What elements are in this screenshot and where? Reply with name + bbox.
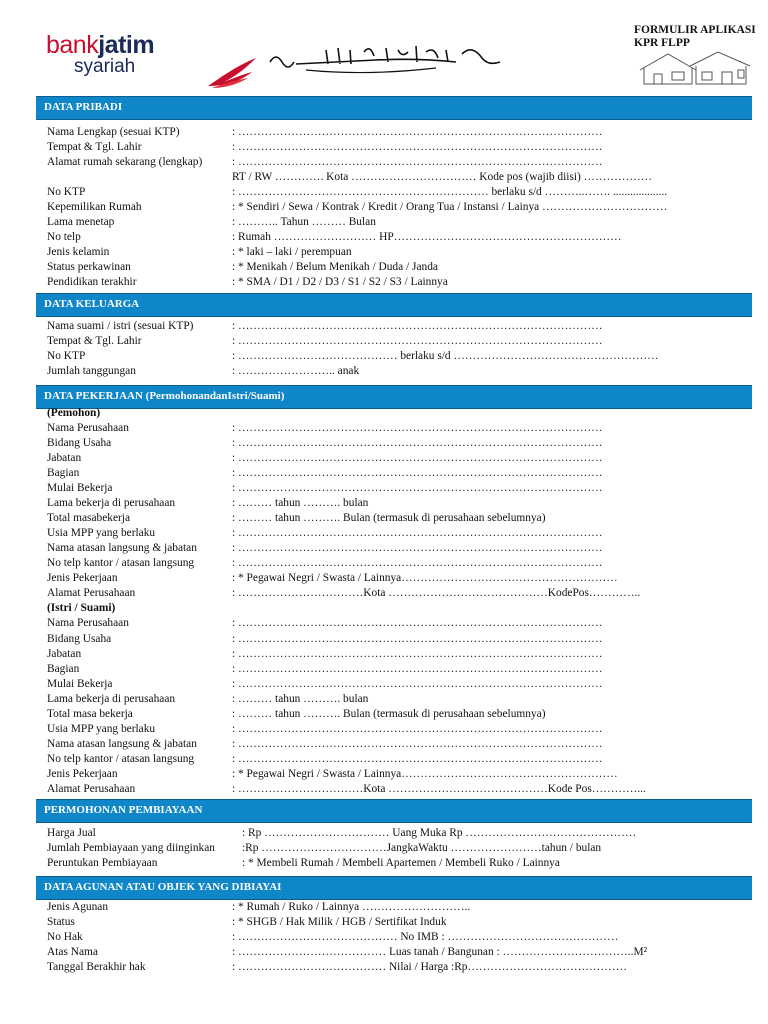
form-row	[47, 930, 747, 945]
field-blank[interactable]: : Rumah ……………………… HP……………………………………………………	[232, 231, 622, 243]
basmalah-calligraphy	[266, 40, 506, 80]
form-row	[47, 722, 747, 737]
section-permohonan-pembiayaan	[36, 799, 752, 823]
field-blank[interactable]: : ……………………………………………………………………………………	[232, 141, 603, 153]
field-blank[interactable]: : …………………………………… berlaku s/d ………………………………………………	[232, 350, 659, 362]
field-blank[interactable]: : ………………………………………………………… berlaku s/d ………..……. ...................	[232, 186, 668, 198]
field-blank[interactable]: : * Pegawai Negri / Swasta / Lainnya…………………………………………………	[232, 572, 618, 584]
field-label: Lama menetap	[47, 216, 115, 228]
form-row	[47, 677, 747, 692]
field-label: Mulai Bekerja	[47, 678, 113, 690]
form-row	[47, 541, 747, 556]
form-row	[47, 125, 747, 140]
field-label: Lama bekerja di perusahaan	[47, 497, 176, 509]
form-row	[47, 185, 747, 200]
field-label: Nama atasan langsung & jabatan	[47, 738, 197, 750]
form-row	[47, 230, 747, 245]
field-label: Pendidikan terakhir	[47, 276, 137, 288]
form-row	[47, 451, 747, 466]
form-row	[47, 170, 747, 185]
wing-icon	[206, 56, 258, 92]
field-blank[interactable]: : ………………………………… Nilai / Harga :Rp……………………………………	[232, 961, 627, 973]
field-blank[interactable]: : ……………………………………………………………………………………	[232, 467, 603, 479]
subsection-istri-suami	[47, 601, 747, 616]
field-blank[interactable]: : * Membeli Rumah / Membeli Apartemen / Membeli Ruko / Lainnya	[242, 857, 560, 869]
field-label: Mulai Bekerja	[47, 482, 113, 494]
field-blank[interactable]: : ……………………………………………………………………………………	[232, 320, 603, 332]
field-label: Bagian	[47, 467, 80, 479]
subsection-pemohon	[47, 406, 747, 421]
form-row	[47, 856, 747, 871]
form-title	[634, 24, 756, 50]
field-blank[interactable]: : ……………………………………………………………………………………	[232, 617, 603, 629]
form-row	[47, 826, 747, 841]
form-row	[47, 767, 747, 782]
field-label: Jenis Pekerjaan	[47, 572, 118, 584]
form-row	[47, 364, 747, 379]
form-row	[47, 526, 747, 541]
field-label: Jabatan	[47, 648, 82, 660]
field-label: Jabatan	[47, 452, 82, 464]
field-blank[interactable]: : ………………………………… Luas tanah / Bangunan : ……………………………..M²	[232, 946, 648, 958]
field-label: Alamat Perusahaan	[47, 587, 136, 599]
form-row	[47, 616, 747, 631]
field-blank[interactable]: : * Menikah / Belum Menikah / Duda / Janda	[232, 261, 438, 273]
field-label: Alamat rumah sekarang (lengkap)	[47, 156, 203, 168]
section-data-pribadi	[36, 96, 752, 120]
field-label: Total masabekerja	[47, 512, 131, 524]
field-label: Tempat & Tgl. Lahir	[47, 141, 142, 153]
field-blank[interactable]: : * SHGB / Hak Milik / HGB / Sertifikat Induk	[232, 916, 447, 928]
form-row	[47, 511, 747, 526]
form-row	[47, 200, 747, 215]
field-blank[interactable]: : ……………………………………………………………………………………	[232, 678, 603, 690]
form-row	[47, 782, 747, 797]
field-label: Nama Lengkap (sesuai KTP)	[47, 126, 180, 138]
field-label: Nama Perusahaan	[47, 422, 129, 434]
field-blank[interactable]: : ……………………………………………………………………………………	[232, 557, 603, 569]
form-row	[47, 915, 747, 930]
field-label: Usia MPP yang berlaku	[47, 723, 156, 735]
field-blank[interactable]: : ……………………………Kota ……………………………………KodePos…………..	[232, 587, 641, 599]
form-row	[47, 155, 747, 170]
field-label: Jenis Pekerjaan	[47, 768, 118, 780]
field-blank[interactable]: : ……………………………………………………………………………………	[232, 723, 603, 735]
field-label: Status perkawinan	[47, 261, 131, 273]
bankjatim-logo	[46, 30, 216, 78]
section-data-keluarga	[36, 293, 752, 317]
field-blank[interactable]: : * Pegawai Negri / Swasta / Lainnya…………………………………………………	[232, 768, 618, 780]
field-blank[interactable]: : ……….. Tahun ……… Bulan	[232, 216, 376, 228]
form-row	[47, 140, 747, 155]
field-blank[interactable]: : ……… tahun ………. bulan	[232, 497, 369, 509]
field-blank[interactable]: : Rp …………………………… Uang Muka Rp ………………………………………	[242, 827, 637, 839]
field-label: Tempat & Tgl. Lahir	[47, 335, 142, 347]
form-row	[47, 496, 747, 511]
field-blank[interactable]: : * Sendiri / Sewa / Kontrak / Kredit / Orang Tua / Instansi / Lainya ……………………………	[232, 201, 668, 213]
form-row	[47, 945, 747, 960]
field-label: No telp kantor / atasan langsung	[47, 753, 195, 765]
field-blank[interactable]: : ……………………………………………………………………………………	[232, 482, 603, 494]
form-row	[47, 960, 747, 975]
field-blank[interactable]: : ……………………………………………………………………………………	[232, 126, 603, 138]
form-row	[47, 436, 747, 451]
field-label: Total masa bekerja	[47, 708, 133, 720]
field-label: No telp	[47, 231, 81, 243]
section-title: DATA KELUARGA	[44, 298, 140, 310]
field-label: Jenis Agunan	[47, 901, 109, 913]
form-row	[47, 632, 747, 647]
field-blank[interactable]: : ……………………………………………………………………………………	[232, 738, 603, 750]
field-label: No Hak	[47, 931, 83, 943]
field-label: Usia MPP yang berlaku	[47, 527, 156, 539]
form-row	[47, 556, 747, 571]
field-label: Jumlah Pembiayaan yang diinginkan	[47, 842, 215, 854]
field-blank[interactable]: : ……………………………………………………………………………………	[232, 648, 603, 660]
form-row	[47, 586, 747, 601]
field-label: Nama suami / istri (sesuai KTP)	[47, 320, 194, 332]
field-blank[interactable]: : ……………………………………………………………………………………	[232, 335, 603, 347]
field-blank[interactable]: : ……………………………Kota ……………………………………Kode Pos…………...	[232, 783, 646, 795]
field-blank[interactable]: : ……… tahun ………. Bulan (termasuk di perusahaan sebelumnya)	[232, 512, 546, 524]
field-blank[interactable]: : ……………………………………………………………………………………	[232, 663, 603, 675]
form-row	[47, 647, 747, 662]
field-label: Bidang Usaha	[47, 633, 112, 645]
field-blank[interactable]: : ……………………………………………………………………………………	[232, 422, 603, 434]
form-row	[47, 662, 747, 677]
field-blank[interactable]: : ……………………………………………………………………………………	[232, 452, 603, 464]
section-data-agunan	[36, 876, 752, 900]
field-label: Harga Jual	[47, 827, 96, 839]
form-row	[47, 481, 747, 496]
subsection-title: (Pemohon)	[47, 407, 101, 419]
logo-bank-text: bank	[46, 31, 99, 59]
field-label: No KTP	[47, 186, 86, 198]
logo-syariah-text: syariah	[74, 56, 136, 77]
form-row	[47, 260, 747, 275]
field-blank[interactable]: : ……………………………………………………………………………………	[232, 156, 603, 168]
field-label: Lama bekerja di perusahaan	[47, 693, 176, 705]
form-row	[47, 571, 747, 586]
form-row	[47, 245, 747, 260]
field-blank[interactable]: : ……………………………………………………………………………………	[232, 753, 603, 765]
form-row	[47, 334, 747, 349]
field-label: Kepemilikan Rumah	[47, 201, 142, 213]
section-title: DATA PRIBADI	[44, 101, 123, 113]
section-title: DATA AGUNAN ATAU OBJEK YANG DIBIAYAI	[44, 881, 282, 893]
form-row	[47, 692, 747, 707]
field-blank[interactable]: : * SMA / D1 / D2 / D3 / S1 / S2 / S3 / Lainnya	[232, 276, 448, 288]
field-label: Peruntukan Pembiayaan	[47, 857, 158, 869]
form-row	[47, 215, 747, 230]
form-row	[47, 707, 747, 722]
form-row	[47, 421, 747, 436]
field-blank[interactable]: :Rp ……………………………JangkaWaktu ……………………tahun / bulan	[242, 842, 602, 854]
subsection-title: (Istri / Suami)	[47, 602, 116, 614]
form-row	[47, 841, 747, 856]
form-row	[47, 752, 747, 767]
field-blank[interactable]: : …………………………………… No IMB : ………………………………………	[232, 931, 619, 943]
field-label: Nama atasan langsung & jabatan	[47, 542, 197, 554]
field-blank[interactable]: RT / RW …………. Kota …………………………… Kode pos (wajib diisi) ………………	[232, 171, 653, 183]
field-label: Bagian	[47, 663, 80, 675]
form-row	[47, 900, 747, 915]
field-blank[interactable]: : ……… tahun ………. Bulan (termasuk di perusahaan sebelumnya)	[232, 708, 546, 720]
form-row	[47, 466, 747, 481]
form-title-line2: KPR FLPP	[634, 37, 690, 49]
field-label: Alamat Perusahaan	[47, 783, 136, 795]
form-row	[47, 275, 747, 290]
field-blank[interactable]: : ……………………………………………………………………………………	[232, 527, 603, 539]
field-blank[interactable]: : * laki – laki / perempuan	[232, 246, 352, 258]
field-blank[interactable]: : …………………….. anak	[232, 365, 360, 377]
field-label: Nama Perusahaan	[47, 617, 129, 629]
field-blank[interactable]: : ……………………………………………………………………………………	[232, 633, 603, 645]
field-label: No KTP	[47, 350, 86, 362]
field-label: Tanggal Berakhir hak	[47, 961, 146, 973]
field-label: Jumlah tanggungan	[47, 365, 136, 377]
field-blank[interactable]: : ……………………………………………………………………………………	[232, 437, 603, 449]
field-blank[interactable]: : ……………………………………………………………………………………	[232, 542, 603, 554]
form-row	[47, 349, 747, 364]
field-blank[interactable]: : ……… tahun ………. bulan	[232, 693, 369, 705]
form-row	[47, 737, 747, 752]
field-label: No telp kantor / atasan langsung	[47, 557, 195, 569]
field-label: Atas Nama	[47, 946, 98, 958]
field-blank[interactable]: : * Rumah / Ruko / Lainnya ………………………..	[232, 901, 471, 913]
form-row	[47, 319, 747, 334]
field-label: Status	[47, 916, 75, 928]
form-title-line1: FORMULIR APLIKASI	[634, 24, 756, 36]
house-sketch-icon	[638, 50, 756, 86]
field-label: Bidang Usaha	[47, 437, 112, 449]
field-label: Jenis kelamin	[47, 246, 110, 258]
section-title: PERMOHONAN PEMBIAYAAN	[44, 804, 203, 816]
logo-jatim-text: jatim	[98, 31, 155, 59]
section-title: DATA PEKERJAAN (PermohonandanIstri/Suami)	[44, 390, 285, 402]
